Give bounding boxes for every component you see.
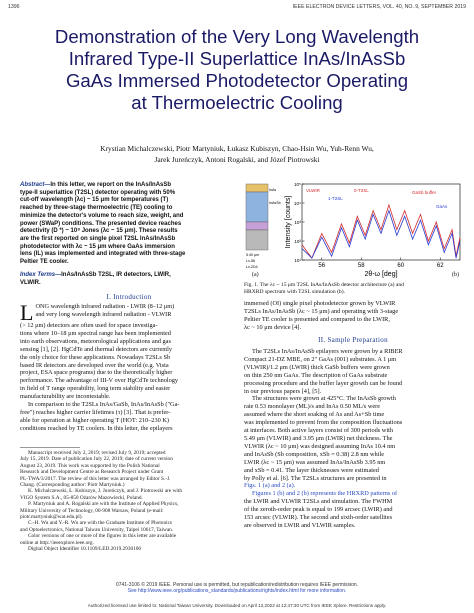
x-tick-label: 62	[436, 263, 444, 269]
body-line: the LWIR and VLWIR T2SLs and simulation. The FWHM	[244, 498, 393, 506]
body-line[interactable]: Figs. 1 (a) and 2 (a).	[244, 482, 296, 490]
body-line: by Polly et al. [6]. The T2SLs structures are presented in	[244, 474, 387, 482]
footnote-line: PL-TWA/3/2017. The review of this letter was arranged by Editor S.-J.	[20, 475, 171, 482]
figure-panel-a	[244, 182, 284, 272]
license-notice: Authorized licensed use limited to: National Taiwan University. Downloaded on April 12,2022 at 12:47:30 UTC from IEEE Xplore. Restrictions apply.	[87, 603, 387, 608]
copyright-line: 0741-3106 © 2019 IEEE. Personal use is permitted, but republication/redistribution requires IEEE permission.	[115, 582, 359, 588]
intro-text	[20, 300, 238, 433]
intro-line: conditions reached by TE coolers. In this letter, the epilayers	[20, 424, 173, 432]
body-line: at interfaces. Both active layers consist of 300 periods with	[244, 427, 393, 435]
body-line: was implemented to prevent from the composition fluctuations	[244, 419, 403, 427]
body-line: and InAsSb (Sb composition, xSb = 0.38) 2.8 nm while	[244, 450, 384, 458]
footnote-line: July 15, 2019. Date of publication July 22, 2019; date of current version	[20, 456, 173, 463]
layer-label: 5.40 μm	[246, 253, 260, 257]
abstract-lead: Abstract—	[20, 182, 51, 188]
intro-line: and very long wavelength infrared radiation - VLWIR	[35, 310, 172, 318]
body-line: LWIR (λc ~ 15 μm) was assumed InAs/InAsSb 3.95 nm	[244, 458, 386, 466]
intro-line: tions where 10–18 μm spectral range has been implemented	[20, 329, 171, 337]
body-line: λc ~ 10 μm device [4].	[244, 323, 302, 331]
y-tick-label: 10¹	[294, 257, 301, 263]
intro-line: sensing [1], [2]. HgCdTe and thermal detectors are currently	[20, 345, 173, 353]
author-line: Krystian Michalczewski, Piotr Martyniuk, Łukasz Kubiszyn, Chao-Hsin Wu, Yuh-Renn Wu,	[100, 144, 374, 153]
intro-line: free") reaches higher carrier lifetimes (τ) [3]. That is prefer-	[20, 408, 171, 416]
body-line: Peltier TE cooler is presented and compared to the LWIR,	[244, 315, 390, 323]
cap-layer	[246, 184, 268, 192]
layer-label: InAsSb	[269, 201, 281, 205]
layer-label: InAs	[269, 188, 277, 192]
intro-heading: I. Introduction	[106, 293, 152, 301]
body-line: (VLWIR)/1.2 μm (LWIR) thick GaSb buffers were grown	[244, 363, 390, 371]
footnote-line: Chang. (Corresponding author: Piotr Martyniuk.)	[20, 482, 125, 489]
body-line: Compact 21-DZ MBE, on 2" GaAs (001) substrates. A 1 μm	[244, 355, 397, 363]
abstract	[20, 182, 238, 267]
legend-1-t2sl: 1-T2SL	[328, 196, 343, 201]
x-tick-label: 60	[397, 263, 405, 269]
index-terms	[20, 272, 238, 287]
footnote-line: Digital Object Identifier 10.1109/LED.2019.2930106	[28, 546, 142, 553]
footnote-line: Military University of Technology, 00-908 Warsaw, Poland (e-mail:	[20, 507, 164, 514]
legend-gasb: GaSb buffer	[412, 190, 437, 195]
index-terms-line: InAs/InAsSb T2SL, IR detectors, LWIR,	[61, 272, 171, 278]
legend-0-t2sl: 0-T2SL	[354, 188, 369, 193]
title-line: GaAs Immersed Photodetector Operating	[65, 70, 409, 91]
footnote-line: P. Martyniuk and A. Rogalski are with the Institute of Applied Physics,	[28, 501, 179, 508]
paper-title	[10, 26, 464, 114]
intro-line: based IR detectors are developed over the world (e.g. Vista	[20, 361, 169, 369]
y-tick-label: 10⁴	[293, 200, 301, 206]
intro-line: project, ESA space programs) due to the theoretically higher	[20, 369, 173, 377]
body-line: 153 arcsec (VLWIR). The second and sixth-order satellites	[244, 514, 393, 522]
right-column-text	[244, 300, 462, 332]
abstract-line: detectivity (D *) ~ 10⁸ Jones (λc ~ 15 μm). These results	[20, 228, 178, 235]
body-line[interactable]: Figures 1 (b) and 2 (b) represents the HRXRD patterns of	[252, 490, 398, 498]
intro-line: ONG wavelength infrared radiation - LWIR (8–12 μm)	[35, 303, 175, 310]
x-tick-label: 56	[318, 263, 326, 269]
caption-line: The λc ~ 15 μm T2SL InAs/InAsSb detector architecture (a) and	[259, 282, 404, 288]
body-line: on thin 250 nm GaAs. The description of GaAs substrate	[244, 371, 388, 379]
body-line: VLWIR (λc ~ 10 μm) was designed assuming InAs 10.4 nm	[244, 442, 396, 450]
x-axis-label: 2θ-ω [deg]	[364, 271, 398, 278]
layer-label: Lx-56	[246, 259, 255, 263]
abstract-line: cut-off wavelength (λc) ~ 15 μm for temperatures (T)	[20, 197, 169, 204]
substrate-layer	[246, 230, 268, 250]
intro-line: the only choice for these applications. Nowadays T2SLs Sb	[20, 353, 171, 361]
intro-line: performance. The advantage of III-V over HgCdTe technology	[20, 377, 179, 385]
intro-line: (> 12 μm) detectors are often used for space investiga-	[20, 322, 158, 329]
abstract-line: are the first reported on single pixel T2SL InAs/InAsSb	[20, 235, 176, 242]
index-terms-line: VLWIR.	[20, 279, 41, 286]
y-axis-label: Intensity [counts]	[285, 195, 292, 249]
title-line: at Thermoelectric Cooling	[131, 92, 343, 113]
intro-line: into earth observations, meteorological applications and gas	[20, 337, 171, 345]
legend-gaas: GaAs	[436, 204, 448, 209]
page-number: 1396	[8, 4, 20, 10]
intro-line: in field of T range operability, long term stability and easier	[20, 385, 171, 393]
author-list	[14, 143, 460, 165]
abstract-line: photodetector with λc ~ 15 μm where GaAs immersion	[20, 243, 175, 250]
footnote-line: C.-H. Wu and Y.-R. Wu are with the Graduate Institute of Photonics	[28, 520, 172, 527]
abstract-line: type-II superlattice (T2SL) detector operating with 50%	[20, 189, 176, 196]
x-tick-label: 58	[357, 263, 365, 269]
abstract-line: Peltier TE cooler.	[20, 259, 69, 266]
body-line: rate 0.53 monolayer (ML)/s and InAs 0.50 ML/s were	[244, 403, 381, 411]
y-tick-label: 10²	[294, 238, 301, 244]
caption-prefix: Fig. 1.	[244, 282, 259, 288]
dropcap: L	[20, 300, 34, 325]
rights-link[interactable]: See http://www.ieee.org/publications_standards/publications/rights/index.html for more information.	[127, 588, 347, 594]
footnote-line: Research and Development Centre as Research Project under Grant	[20, 469, 164, 476]
running-header	[8, 4, 466, 14]
author-line: Jarek Jureńczyk, Antoni Rogalski, and Józef Piotrowski	[154, 155, 320, 164]
abstract-line: In this letter, we report on the InAs/InAsSb	[50, 182, 172, 188]
footnote-line: and Optoelectronics, National Taiwan University, Taipei 10617, Taiwan.	[20, 526, 174, 533]
title-line: Infrared Type-II Superlattice InAs/InAsSb	[68, 48, 406, 69]
body-line: T2SLs InAs/InAsSb (λc ~ 15 μm) and operating with 3-stage	[244, 307, 399, 315]
abstract-line: minimize the detector's volume to reach size, weight, and	[20, 212, 184, 219]
footnotes	[20, 450, 238, 553]
journal-name: IEEE ELECTRON DEVICE LETTERS, VOL. 40, NO. 9, SEPTEMBER 2019	[292, 4, 466, 10]
body-line: The structures were grown at 425°C. The InAsSb growth	[252, 395, 396, 403]
body-line: assumed where the short soaking of As and As+Sb time	[244, 411, 385, 419]
footnote-line: Color versions of one or more of the figures in this letter are available	[28, 533, 177, 540]
body-line: immersed (OI) single pixel photodetector grown by VLWIR	[244, 300, 396, 307]
layer-label: Lx-2D4	[246, 265, 258, 269]
y-tick-label: 10³	[294, 219, 301, 225]
abstract-line: reached by three-stage thermoelectric (TE) cooling to	[20, 205, 173, 212]
body-line: 5.49 μm (VLWIR) and 3.95 μm (LWIR) net thickness. The	[244, 434, 393, 442]
footnote-rule	[20, 447, 80, 448]
copyright-notice	[8, 582, 466, 594]
footnote-line: August 23, 2019. This work was supported by the Polish National	[20, 462, 160, 469]
body-line: and xSb = 0.41. The layer thicknesses were estimated	[244, 466, 379, 474]
section-2-heading: II. Sample Preparation	[318, 336, 388, 344]
panel-a-label: (a)	[252, 272, 259, 278]
index-terms-lead: Index Terms—	[20, 272, 62, 278]
intro-line: able for operation at higher operating T (HOT: 210–230 K)	[20, 416, 169, 424]
figure-caption	[244, 282, 462, 296]
section-2-text	[244, 348, 462, 530]
footnote-line: K. Michalczewski, Ł. Kubiszyn, J. Jureńczyk, and J. Piotrowski are with	[28, 488, 183, 495]
intro-line: manufacturability are incontestable.	[20, 393, 111, 401]
abstract-line: lens (IL) was implemented and integrated with three-stage	[20, 251, 186, 258]
footnote-line: VIGO System S.A., 05-850 Ożarów Mazowiecki, Poland.	[20, 494, 143, 501]
legend-vlwir: VLWIR	[306, 188, 320, 193]
hrxrd-chart	[284, 180, 464, 278]
y-tick-label: 10⁵	[293, 181, 301, 187]
body-line: of the zeroth-order peak is equal to 199 arcsec (LWIR) and	[244, 506, 393, 514]
body-line: are observed in LWIR and VLWIR samples.	[244, 521, 356, 529]
panel-b-label: (b)	[452, 272, 459, 278]
intro-line: In comparison to the T2SLs InAs/GaSb, InAs/InAsSb ("Ga-	[28, 401, 180, 409]
absorber-layer	[246, 192, 268, 222]
footnote-line: online at http://ieeexplore.ieee.org.	[20, 539, 94, 546]
title-line: Demonstration of the Very Long Wavelength	[54, 26, 420, 47]
footnote-line: Manuscript received July 2, 2019; revised July 9, 2019; accepted	[28, 450, 166, 456]
footnote-line: piotr.martyniuk@wat.edu.pl).	[20, 514, 83, 521]
abstract-line: power (SWaP) conditions. The presented device reaches	[20, 220, 182, 227]
body-line: The T2SLs InAs/InAsSb epilayers were grown by a RIBER	[252, 348, 403, 355]
buffer-layer	[246, 222, 268, 230]
body-line: in our previous papers [4], [5].	[244, 387, 322, 395]
body-line: processing procedure and the buffer layer growth can be found	[244, 379, 403, 387]
caption-line: HRXRD spectrum with T2SL simulation (b).	[244, 289, 345, 295]
